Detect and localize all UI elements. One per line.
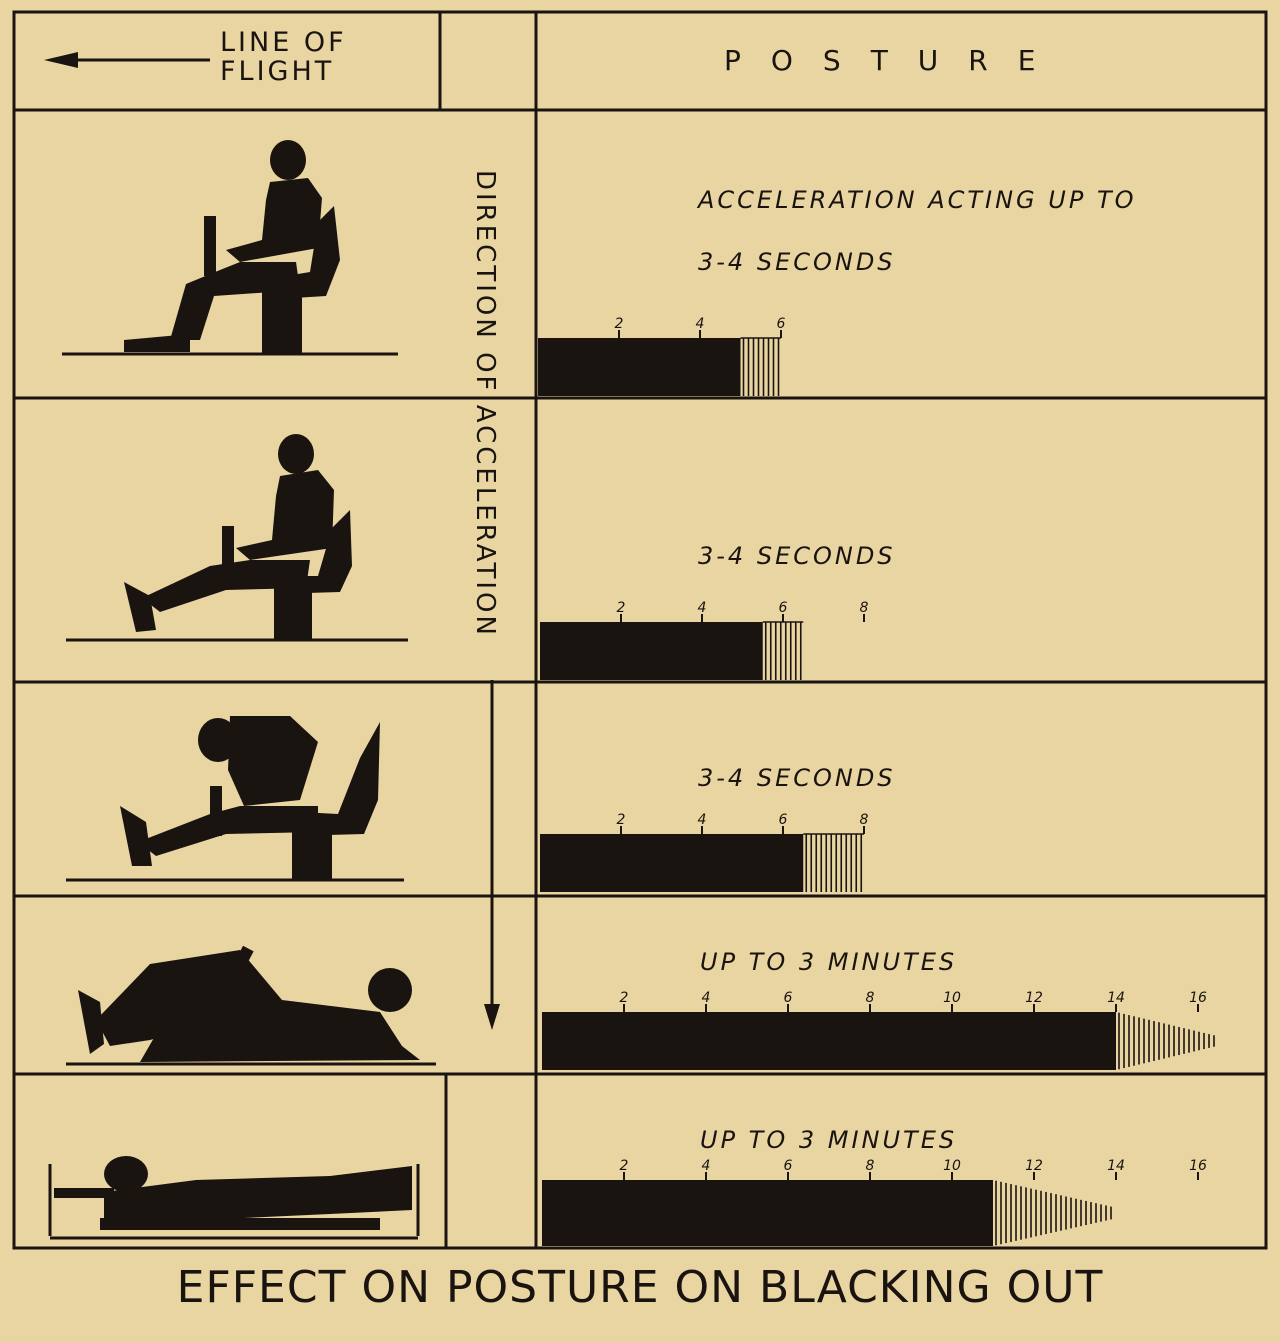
row2-duration: 3-4 SECONDS xyxy=(698,542,896,570)
acceleration-arrow-icon xyxy=(484,680,500,1030)
row3-tick-label: 4 xyxy=(697,812,707,828)
row3-tick-label: 8 xyxy=(859,812,869,828)
blackout-bars xyxy=(538,316,1219,1246)
row4-tick-label: 2 xyxy=(619,990,629,1006)
row2-tick-label: 4 xyxy=(697,600,707,616)
row3-solid-bar xyxy=(540,834,803,892)
row4-tick-label: 4 xyxy=(701,990,711,1006)
pilot-reclined-icon xyxy=(66,946,436,1064)
row4-tick-label: 16 xyxy=(1189,990,1207,1006)
row2-solid-bar xyxy=(540,622,763,680)
row1-fading-bar xyxy=(741,338,782,396)
row5-solid-bar xyxy=(542,1180,993,1246)
row1-tick-label: 2 xyxy=(614,316,624,332)
row1-duration: 3-4 SECONDS xyxy=(698,248,896,276)
row5-fading-bar xyxy=(993,1180,1116,1245)
row3-fading-bar xyxy=(803,834,864,892)
row1-tick-label: 6 xyxy=(776,316,786,332)
row3-tick-label: 2 xyxy=(616,812,626,828)
row4-duration: UP TO 3 MINUTES xyxy=(700,948,958,976)
row5-tick-label: 16 xyxy=(1189,1158,1207,1174)
row4-tick-label: 14 xyxy=(1107,990,1125,1006)
figure-title: EFFECT ON POSTURE ON BLACKING OUT xyxy=(176,1262,1104,1313)
direction-of-acceleration-label: DIRECTION OF ACCELERATION xyxy=(470,170,500,638)
row2-fading-bar xyxy=(763,622,804,680)
row5-tick-label: 14 xyxy=(1107,1158,1125,1174)
row4-solid-bar xyxy=(542,1012,1116,1070)
row4-tick-label: 6 xyxy=(783,990,793,1006)
row1-solid-bar xyxy=(538,338,741,396)
row5-tick-label: 8 xyxy=(865,1158,875,1174)
row2-tick-label: 6 xyxy=(778,600,788,616)
row2-tick-label: 2 xyxy=(616,600,626,616)
row4-tick-label: 8 xyxy=(865,990,875,1006)
row1-tick-label: 4 xyxy=(695,316,705,332)
line-of-flight-arrow-icon xyxy=(44,52,210,68)
row5-duration: UP TO 3 MINUTES xyxy=(700,1126,958,1154)
pilot-prone-icon xyxy=(50,1156,418,1238)
row3-duration: 3-4 SECONDS xyxy=(698,764,896,792)
row4-tick-label: 12 xyxy=(1025,990,1043,1006)
pilot-leaning-seated-icon xyxy=(66,434,408,640)
row5-tick-label: 10 xyxy=(943,1158,961,1174)
line-of-flight-line1: LINE OF xyxy=(220,27,347,58)
pilot-upright-seated-icon xyxy=(62,140,398,354)
row3-tick-label: 6 xyxy=(778,812,788,828)
row5-tick-label: 12 xyxy=(1025,1158,1043,1174)
row5-tick-label: 2 xyxy=(619,1158,629,1174)
pilot-hunched-seated-icon xyxy=(66,716,404,880)
row5-tick-label: 6 xyxy=(783,1158,793,1174)
row4-fading-bar xyxy=(1116,1012,1219,1069)
row5-tick-label: 4 xyxy=(701,1158,711,1174)
line-of-flight-line2: FLIGHT xyxy=(220,56,335,87)
posture-header: POSTURE xyxy=(724,44,1066,77)
row4-tick-label: 10 xyxy=(943,990,961,1006)
caption-acceleration-acting: ACCELERATION ACTING UP TO xyxy=(698,186,1137,214)
row2-tick-label: 8 xyxy=(859,600,869,616)
